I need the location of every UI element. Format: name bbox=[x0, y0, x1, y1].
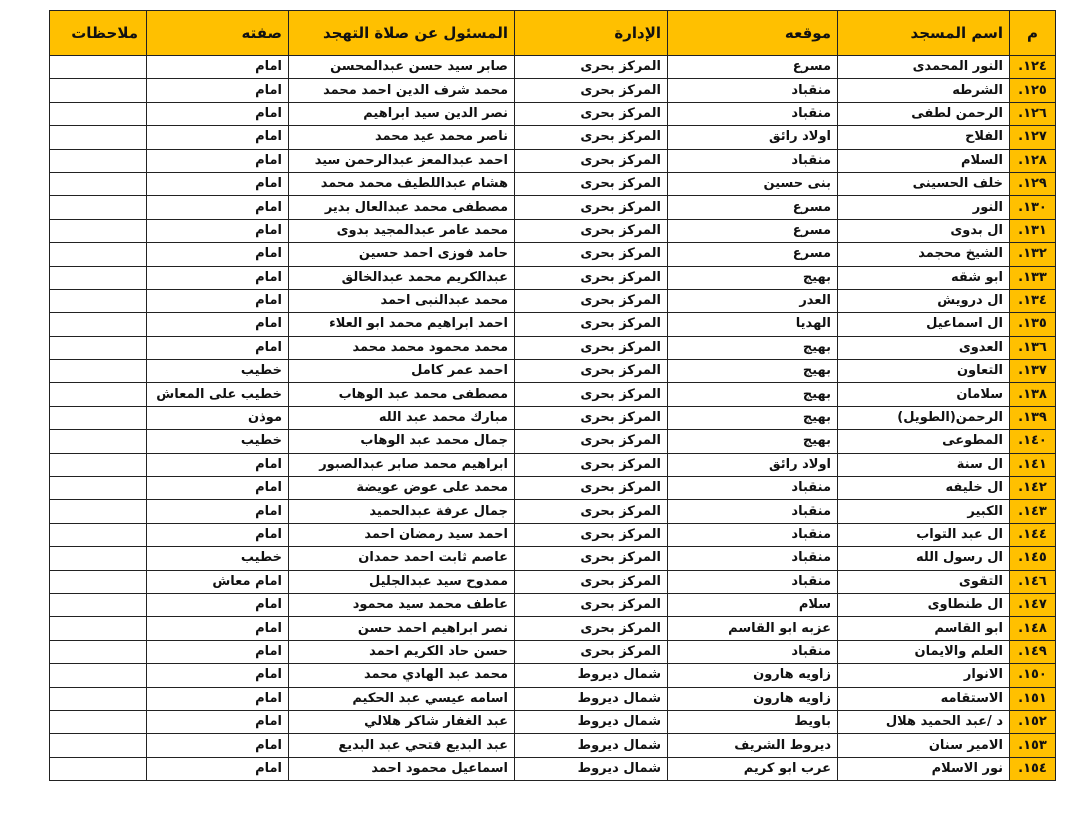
cell-role: خطيب bbox=[147, 430, 289, 453]
cell-role: خطيب bbox=[147, 360, 289, 383]
cell-mosque-name: النور المحمدى bbox=[838, 56, 1010, 79]
cell-notes bbox=[50, 219, 147, 242]
cell-mosque-name: ال طنطاوى bbox=[838, 593, 1010, 616]
cell-responsible: نصر ابراهيم احمد حسن bbox=[289, 617, 515, 640]
cell-notes bbox=[50, 266, 147, 289]
cell-notes bbox=[50, 757, 147, 780]
cell-notes bbox=[50, 313, 147, 336]
cell-number: ١٢٨. bbox=[1010, 149, 1056, 172]
table-row bbox=[50, 149, 1056, 172]
cell-administration: المركز بحرى bbox=[515, 102, 668, 125]
cell-location: زاويه هارون bbox=[668, 687, 838, 710]
table-row bbox=[50, 593, 1056, 616]
cell-location: العدر bbox=[668, 289, 838, 312]
cell-role: امام bbox=[147, 640, 289, 663]
cell-role: امام bbox=[147, 243, 289, 266]
mosque-table-sheet bbox=[49, 10, 1055, 781]
cell-responsible: محمد عبد الهادي محمد bbox=[289, 664, 515, 687]
cell-responsible: محمد محمود محمد محمد bbox=[289, 336, 515, 359]
cell-administration: المركز بحرى bbox=[515, 406, 668, 429]
cell-notes bbox=[50, 500, 147, 523]
header-notes: ملاحظات bbox=[50, 11, 147, 56]
cell-administration: شمال ديروط bbox=[515, 734, 668, 757]
cell-notes bbox=[50, 406, 147, 429]
cell-administration: شمال ديروط bbox=[515, 710, 668, 733]
cell-responsible: حسن حاد الكريم احمد bbox=[289, 640, 515, 663]
cell-role: امام bbox=[147, 289, 289, 312]
table-row bbox=[50, 664, 1056, 687]
cell-role: امام bbox=[147, 219, 289, 242]
cell-number: ١٤٩. bbox=[1010, 640, 1056, 663]
cell-location: بهيج bbox=[668, 360, 838, 383]
cell-number: ١٢٧. bbox=[1010, 126, 1056, 149]
cell-number: ١٣٧. bbox=[1010, 360, 1056, 383]
cell-responsible: ابراهيم محمد صابر عبدالصبور bbox=[289, 453, 515, 476]
cell-location: عرب ابو كريم bbox=[668, 757, 838, 780]
cell-location: الهديا bbox=[668, 313, 838, 336]
cell-responsible: مصطفى محمد عبدالعال بدير bbox=[289, 196, 515, 219]
cell-mosque-name: ال رسول الله bbox=[838, 547, 1010, 570]
cell-responsible: حامد فوزى احمد حسين bbox=[289, 243, 515, 266]
cell-mosque-name: التقوى bbox=[838, 570, 1010, 593]
cell-role: خطيب على المعاش bbox=[147, 383, 289, 406]
cell-responsible: صابر سيد حسن عبدالمحسن bbox=[289, 56, 515, 79]
cell-mosque-name: الرحمن لطفى bbox=[838, 102, 1010, 125]
cell-responsible: عبدالكريم محمد عبدالخالق bbox=[289, 266, 515, 289]
cell-administration: المركز بحرى bbox=[515, 360, 668, 383]
cell-number: ١٤٤. bbox=[1010, 523, 1056, 546]
cell-notes bbox=[50, 56, 147, 79]
cell-location: ديروط الشريف bbox=[668, 734, 838, 757]
cell-role: امام bbox=[147, 664, 289, 687]
cell-role: خطيب bbox=[147, 547, 289, 570]
cell-administration: المركز بحرى bbox=[515, 172, 668, 195]
cell-number: ١٣٨. bbox=[1010, 383, 1056, 406]
cell-administration: المركز بحرى bbox=[515, 126, 668, 149]
table-row bbox=[50, 406, 1056, 429]
cell-role: امام bbox=[147, 477, 289, 500]
cell-role: امام bbox=[147, 313, 289, 336]
cell-number: ١٤٢. bbox=[1010, 477, 1056, 500]
header-responsible: المسئول عن صلاة التهجد bbox=[289, 11, 515, 56]
cell-location: سلام bbox=[668, 593, 838, 616]
cell-number: ١٣٠. bbox=[1010, 196, 1056, 219]
cell-responsible: محمد عبدالنبى احمد bbox=[289, 289, 515, 312]
cell-administration: المركز بحرى bbox=[515, 79, 668, 102]
cell-administration: المركز بحرى bbox=[515, 149, 668, 172]
cell-mosque-name: السلام bbox=[838, 149, 1010, 172]
header-administration: الإدارة bbox=[515, 11, 668, 56]
cell-notes bbox=[50, 710, 147, 733]
cell-responsible: مصطفى محمد عبد الوهاب bbox=[289, 383, 515, 406]
cell-mosque-name: التعاون bbox=[838, 360, 1010, 383]
cell-notes bbox=[50, 336, 147, 359]
cell-notes bbox=[50, 196, 147, 219]
cell-number: ١٥١. bbox=[1010, 687, 1056, 710]
cell-responsible: عاصم ثابت احمد حمدان bbox=[289, 547, 515, 570]
cell-mosque-name: المطوعى bbox=[838, 430, 1010, 453]
table-body bbox=[50, 56, 1056, 781]
cell-role: امام bbox=[147, 710, 289, 733]
cell-role: امام bbox=[147, 734, 289, 757]
cell-administration: المركز بحرى bbox=[515, 219, 668, 242]
table-row bbox=[50, 640, 1056, 663]
cell-responsible: نصر الدين سيد ابراهيم bbox=[289, 102, 515, 125]
table-row bbox=[50, 289, 1056, 312]
cell-number: ١٢٤. bbox=[1010, 56, 1056, 79]
table-row bbox=[50, 219, 1056, 242]
cell-location: منقباد bbox=[668, 79, 838, 102]
cell-notes bbox=[50, 477, 147, 500]
cell-number: ١٣٢. bbox=[1010, 243, 1056, 266]
cell-role: امام bbox=[147, 79, 289, 102]
cell-location: اولاد رائق bbox=[668, 453, 838, 476]
cell-role: امام bbox=[147, 126, 289, 149]
cell-number: ١٣٤. bbox=[1010, 289, 1056, 312]
cell-administration: المركز بحرى bbox=[515, 56, 668, 79]
cell-number: ١٤٦. bbox=[1010, 570, 1056, 593]
table-row bbox=[50, 687, 1056, 710]
table-row bbox=[50, 453, 1056, 476]
cell-mosque-name: الشيخ محجمد bbox=[838, 243, 1010, 266]
cell-responsible: محمد على عوض عويضة bbox=[289, 477, 515, 500]
cell-notes bbox=[50, 383, 147, 406]
cell-mosque-name: الامير سنان bbox=[838, 734, 1010, 757]
header-role: صفته bbox=[147, 11, 289, 56]
cell-responsible: احمد ابراهيم محمد ابو العلاء bbox=[289, 313, 515, 336]
cell-location: منقباد bbox=[668, 523, 838, 546]
cell-role: امام bbox=[147, 56, 289, 79]
cell-administration: المركز بحرى bbox=[515, 383, 668, 406]
cell-responsible: احمد عبدالمعز عبدالرحمن سيد bbox=[289, 149, 515, 172]
cell-mosque-name: الرحمن(الطويل) bbox=[838, 406, 1010, 429]
table-row bbox=[50, 383, 1056, 406]
cell-mosque-name: العدوى bbox=[838, 336, 1010, 359]
cell-location: بهيج bbox=[668, 406, 838, 429]
cell-administration: المركز بحرى bbox=[515, 570, 668, 593]
cell-administration: شمال ديروط bbox=[515, 664, 668, 687]
cell-administration: المركز بحرى bbox=[515, 313, 668, 336]
cell-responsible: ناصر محمد عيد محمد bbox=[289, 126, 515, 149]
cell-notes bbox=[50, 243, 147, 266]
cell-administration: المركز بحرى bbox=[515, 289, 668, 312]
table-row bbox=[50, 757, 1056, 780]
cell-mosque-name: الفلاح bbox=[838, 126, 1010, 149]
cell-administration: المركز بحرى bbox=[515, 243, 668, 266]
cell-location: مسرع bbox=[668, 243, 838, 266]
cell-role: امام bbox=[147, 757, 289, 780]
cell-mosque-name: النور bbox=[838, 196, 1010, 219]
cell-responsible: محمد شرف الدين احمد محمد bbox=[289, 79, 515, 102]
cell-mosque-name: ال بدوى bbox=[838, 219, 1010, 242]
cell-notes bbox=[50, 523, 147, 546]
cell-administration: المركز بحرى bbox=[515, 266, 668, 289]
cell-notes bbox=[50, 640, 147, 663]
cell-role: امام bbox=[147, 196, 289, 219]
cell-responsible: احمد عمر كامل bbox=[289, 360, 515, 383]
cell-administration: شمال ديروط bbox=[515, 757, 668, 780]
cell-role: امام bbox=[147, 500, 289, 523]
table-row bbox=[50, 102, 1056, 125]
cell-administration: المركز بحرى bbox=[515, 523, 668, 546]
cell-mosque-name: نور الاسلام bbox=[838, 757, 1010, 780]
cell-administration: المركز بحرى bbox=[515, 547, 668, 570]
cell-number: ١٣١. bbox=[1010, 219, 1056, 242]
cell-mosque-name: الاستقامه bbox=[838, 687, 1010, 710]
table-row bbox=[50, 500, 1056, 523]
cell-notes bbox=[50, 687, 147, 710]
cell-responsible: اسماعيل محمود احمد bbox=[289, 757, 515, 780]
table-row bbox=[50, 266, 1056, 289]
cell-role: امام bbox=[147, 266, 289, 289]
cell-notes bbox=[50, 289, 147, 312]
cell-location: مسرع bbox=[668, 56, 838, 79]
cell-mosque-name: سلامان bbox=[838, 383, 1010, 406]
cell-notes bbox=[50, 172, 147, 195]
cell-mosque-name: ال اسماعيل bbox=[838, 313, 1010, 336]
cell-mosque-name: ال عبد التواب bbox=[838, 523, 1010, 546]
cell-responsible: مبارك محمد عبد الله bbox=[289, 406, 515, 429]
cell-administration: المركز بحرى bbox=[515, 640, 668, 663]
cell-notes bbox=[50, 547, 147, 570]
cell-number: ١٤٣. bbox=[1010, 500, 1056, 523]
cell-location: زاويه هارون bbox=[668, 664, 838, 687]
cell-number: ١٥٣. bbox=[1010, 734, 1056, 757]
cell-responsible: ممدوح سيد عبدالجليل bbox=[289, 570, 515, 593]
table-row bbox=[50, 523, 1056, 546]
table-row bbox=[50, 126, 1056, 149]
cell-location: بهيج bbox=[668, 430, 838, 453]
cell-administration: المركز بحرى bbox=[515, 500, 668, 523]
cell-role: امام bbox=[147, 593, 289, 616]
header-number: م bbox=[1010, 11, 1056, 56]
cell-notes bbox=[50, 149, 147, 172]
cell-location: منقباد bbox=[668, 477, 838, 500]
cell-mosque-name: ابو القاسم bbox=[838, 617, 1010, 640]
header-mosque-name: اسم المسجد bbox=[838, 11, 1010, 56]
cell-location: منقباد bbox=[668, 102, 838, 125]
cell-notes bbox=[50, 126, 147, 149]
table-row bbox=[50, 79, 1056, 102]
table-row bbox=[50, 360, 1056, 383]
cell-role: امام bbox=[147, 149, 289, 172]
cell-number: ١٥٤. bbox=[1010, 757, 1056, 780]
cell-administration: المركز بحرى bbox=[515, 593, 668, 616]
table-row bbox=[50, 172, 1056, 195]
cell-mosque-name: ابو شقه bbox=[838, 266, 1010, 289]
cell-role: امام bbox=[147, 336, 289, 359]
cell-mosque-name: الانوار bbox=[838, 664, 1010, 687]
cell-number: ١٣٥. bbox=[1010, 313, 1056, 336]
cell-role: امام bbox=[147, 523, 289, 546]
cell-mosque-name: د /عبد الحميد هلال bbox=[838, 710, 1010, 733]
cell-responsible: عبد الغفار شاكر هلالي bbox=[289, 710, 515, 733]
cell-notes bbox=[50, 734, 147, 757]
cell-responsible: جمال عرفة عبدالحميد bbox=[289, 500, 515, 523]
cell-responsible: جمال محمد عبد الوهاب bbox=[289, 430, 515, 453]
cell-notes bbox=[50, 570, 147, 593]
table-row bbox=[50, 734, 1056, 757]
cell-responsible: عاطف محمد سيد محمود bbox=[289, 593, 515, 616]
cell-mosque-name: ال خليفه bbox=[838, 477, 1010, 500]
cell-role: موذن bbox=[147, 406, 289, 429]
cell-role: امام bbox=[147, 102, 289, 125]
cell-location: بنى حسين bbox=[668, 172, 838, 195]
cell-mosque-name: الكبير bbox=[838, 500, 1010, 523]
table-row bbox=[50, 617, 1056, 640]
table-row bbox=[50, 430, 1056, 453]
cell-responsible: محمد عامر عبدالمجيد بدوى bbox=[289, 219, 515, 242]
cell-notes bbox=[50, 664, 147, 687]
cell-notes bbox=[50, 102, 147, 125]
table-row bbox=[50, 313, 1056, 336]
cell-number: ١٤٧. bbox=[1010, 593, 1056, 616]
table-row bbox=[50, 243, 1056, 266]
cell-administration: المركز بحرى bbox=[515, 617, 668, 640]
cell-mosque-name: العلم والايمان bbox=[838, 640, 1010, 663]
cell-administration: المركز بحرى bbox=[515, 196, 668, 219]
table-row bbox=[50, 196, 1056, 219]
cell-administration: المركز بحرى bbox=[515, 453, 668, 476]
cell-number: ١٣٣. bbox=[1010, 266, 1056, 289]
table-row bbox=[50, 570, 1056, 593]
cell-mosque-name: ال درويش bbox=[838, 289, 1010, 312]
cell-location: باويط bbox=[668, 710, 838, 733]
cell-number: ١٢٩. bbox=[1010, 172, 1056, 195]
cell-number: ١٤٥. bbox=[1010, 547, 1056, 570]
cell-mosque-name: خلف الحسينى bbox=[838, 172, 1010, 195]
cell-notes bbox=[50, 430, 147, 453]
cell-location: مسرع bbox=[668, 196, 838, 219]
cell-number: ١٤٠. bbox=[1010, 430, 1056, 453]
cell-role: امام معاش bbox=[147, 570, 289, 593]
cell-administration: المركز بحرى bbox=[515, 430, 668, 453]
tahajjud-assignments-table bbox=[49, 10, 1056, 781]
cell-notes bbox=[50, 593, 147, 616]
cell-location: منقباد bbox=[668, 547, 838, 570]
cell-number: ١٥٠. bbox=[1010, 664, 1056, 687]
cell-notes bbox=[50, 453, 147, 476]
cell-administration: المركز بحرى bbox=[515, 336, 668, 359]
cell-number: ١٣٦. bbox=[1010, 336, 1056, 359]
cell-role: امام bbox=[147, 617, 289, 640]
cell-location: مسرع bbox=[668, 219, 838, 242]
cell-location: بهيج bbox=[668, 336, 838, 359]
cell-location: عزبه ابو القاسم bbox=[668, 617, 838, 640]
cell-location: منقباد bbox=[668, 640, 838, 663]
cell-location: بهيج bbox=[668, 383, 838, 406]
cell-location: منقباد bbox=[668, 570, 838, 593]
table-row bbox=[50, 56, 1056, 79]
cell-mosque-name: ال سنة bbox=[838, 453, 1010, 476]
cell-number: ١٤١. bbox=[1010, 453, 1056, 476]
cell-notes bbox=[50, 79, 147, 102]
cell-role: امام bbox=[147, 172, 289, 195]
table-header-row bbox=[50, 11, 1056, 56]
cell-number: ١٣٩. bbox=[1010, 406, 1056, 429]
cell-number: ١٤٨. bbox=[1010, 617, 1056, 640]
cell-location: بهيج bbox=[668, 266, 838, 289]
cell-administration: المركز بحرى bbox=[515, 477, 668, 500]
table-row bbox=[50, 477, 1056, 500]
cell-location: منقباد bbox=[668, 149, 838, 172]
table-row bbox=[50, 336, 1056, 359]
cell-notes bbox=[50, 360, 147, 383]
table-row bbox=[50, 710, 1056, 733]
cell-responsible: اسامه عيسي عبد الحكيم bbox=[289, 687, 515, 710]
cell-role: امام bbox=[147, 453, 289, 476]
cell-responsible: عبد البديع فتحي عبد البديع bbox=[289, 734, 515, 757]
cell-location: اولاد رائق bbox=[668, 126, 838, 149]
header-location: موقعه bbox=[668, 11, 838, 56]
cell-responsible: هشام عبداللطيف محمد محمد bbox=[289, 172, 515, 195]
cell-responsible: احمد سيد رمضان احمد bbox=[289, 523, 515, 546]
cell-number: ١٢٥. bbox=[1010, 79, 1056, 102]
table-row bbox=[50, 547, 1056, 570]
cell-number: ١٢٦. bbox=[1010, 102, 1056, 125]
cell-mosque-name: الشرطه bbox=[838, 79, 1010, 102]
cell-notes bbox=[50, 617, 147, 640]
cell-administration: شمال ديروط bbox=[515, 687, 668, 710]
cell-location: منقباد bbox=[668, 500, 838, 523]
cell-number: ١٥٢. bbox=[1010, 710, 1056, 733]
cell-role: امام bbox=[147, 687, 289, 710]
